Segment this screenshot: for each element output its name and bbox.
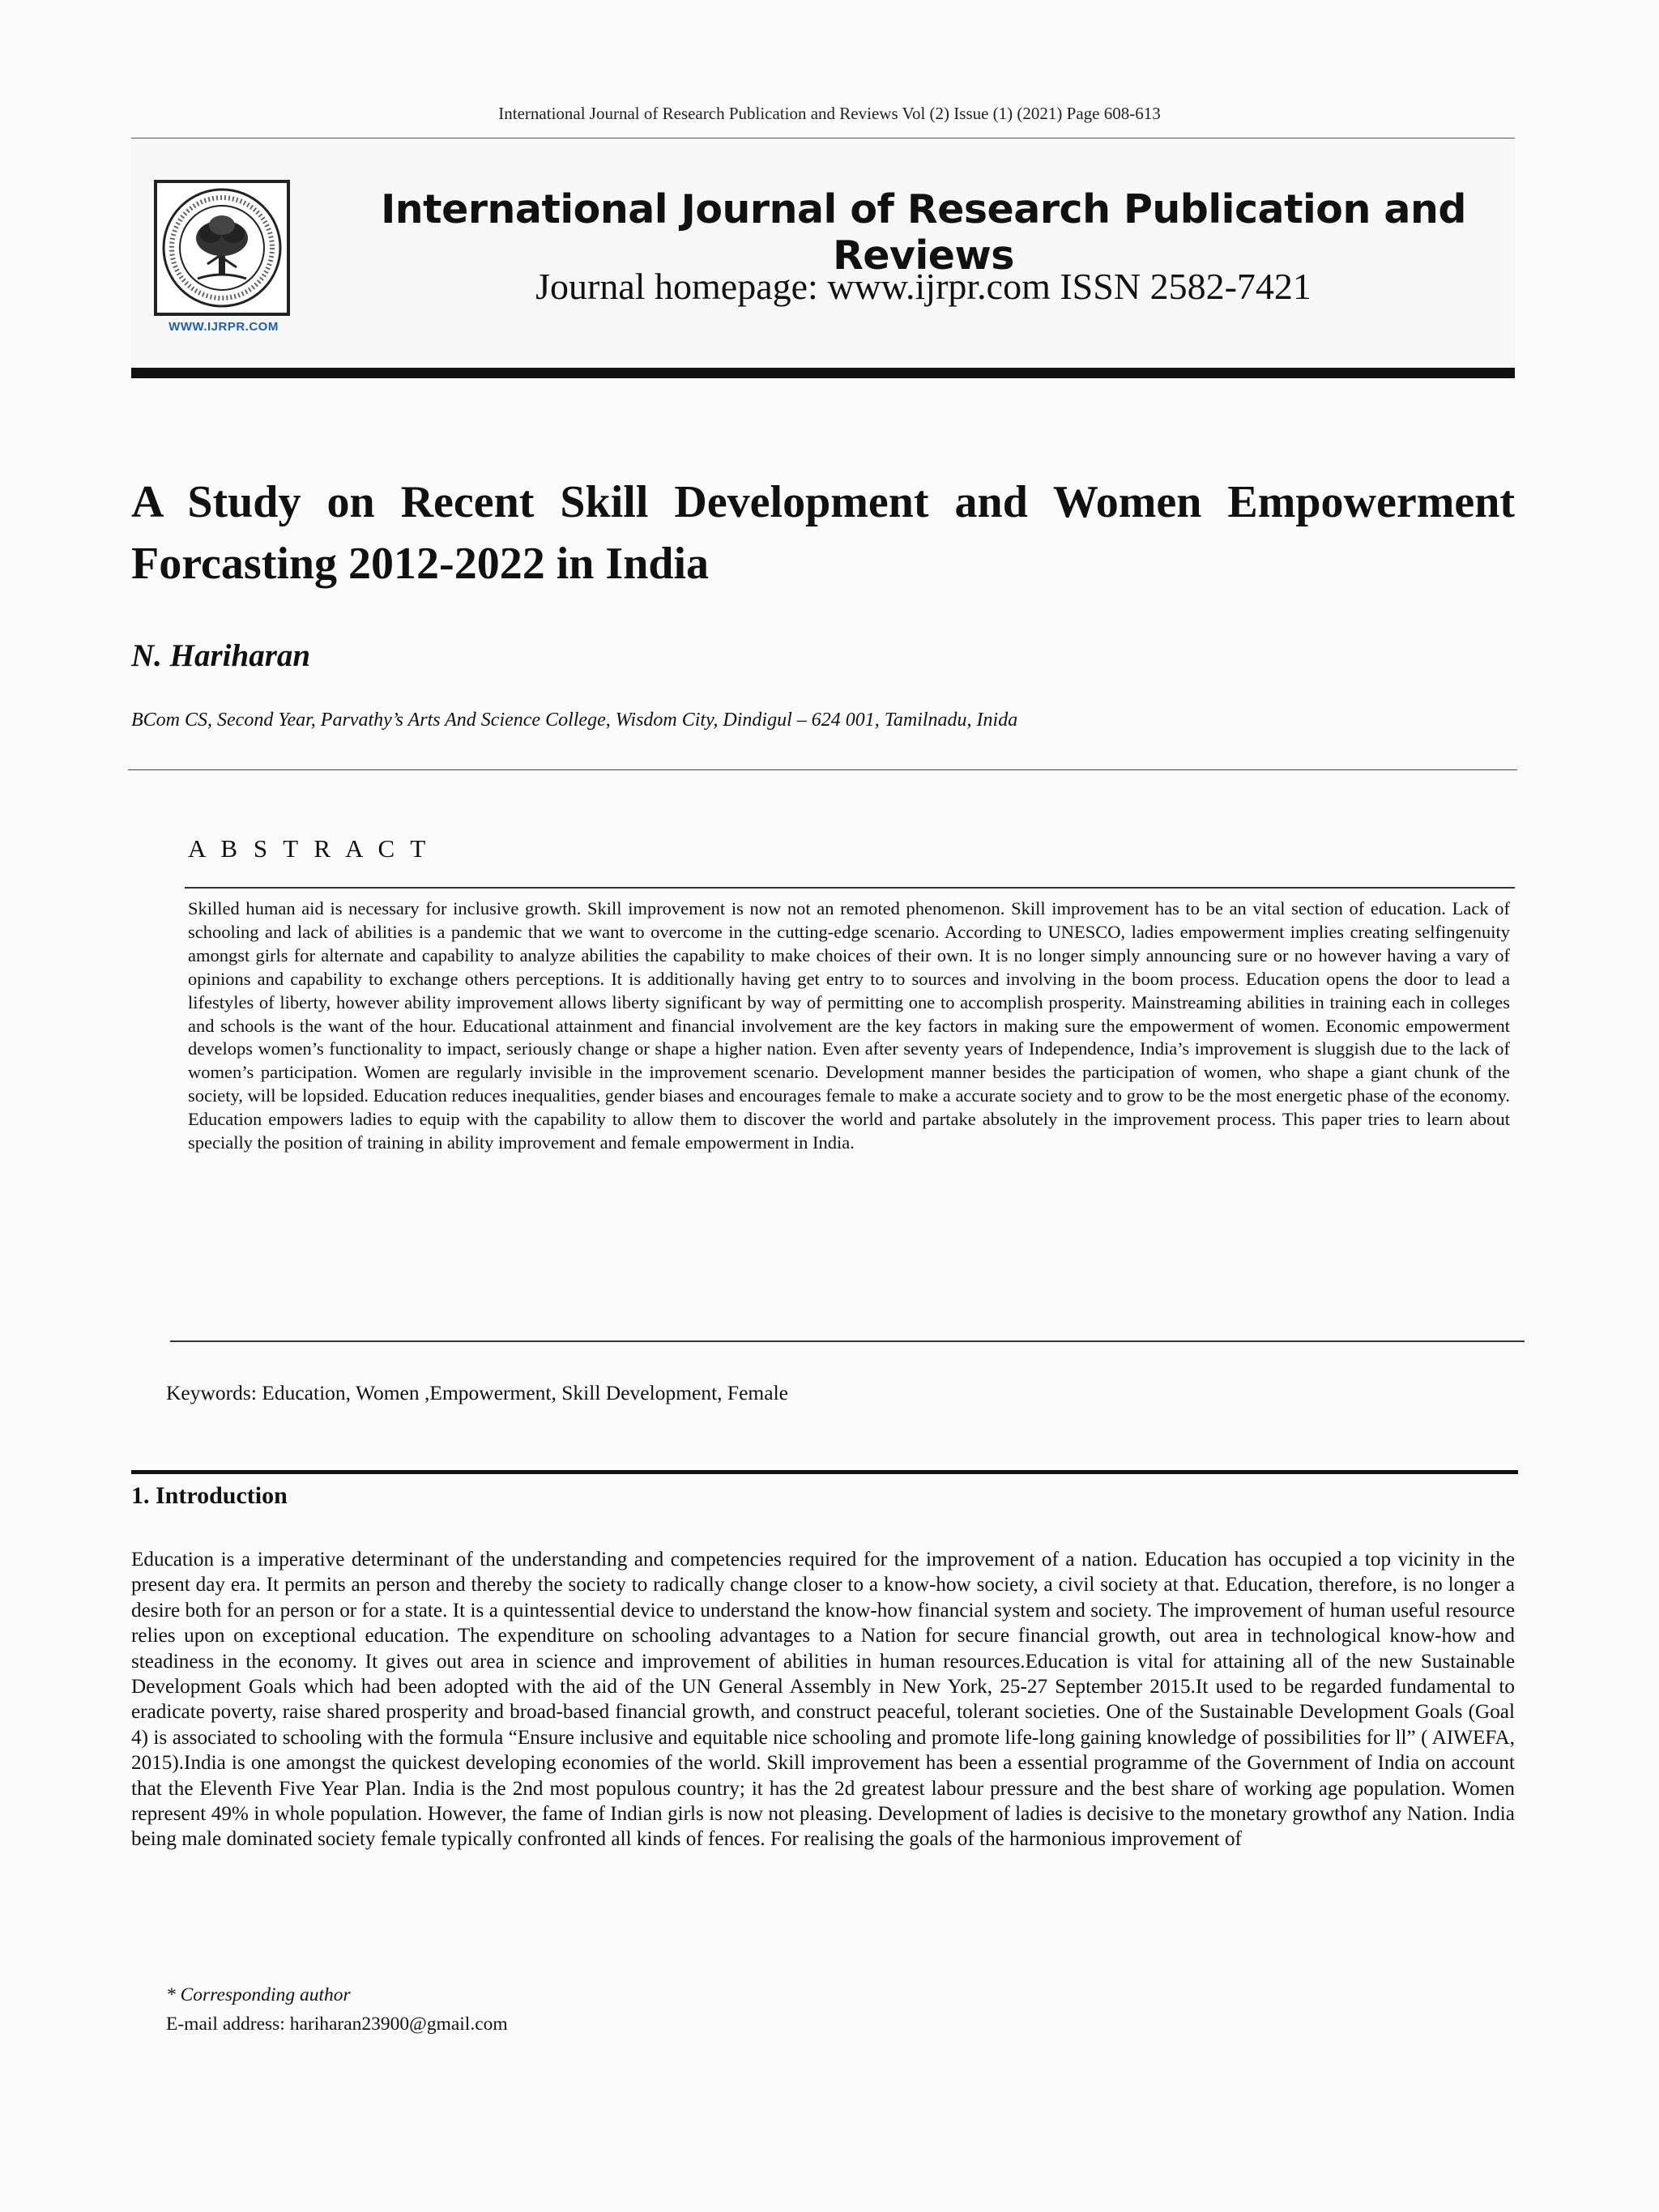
abstract-bottom-rule xyxy=(170,1340,1525,1342)
abstract-body: Skilled human aid is necessary for inclusive growth. Skill improvement is now not an remoted phenomenon. Skill improvement has to be an vital section of education. Lack of schooling and lack of abilities is a pandemic that we want to overcome in the cutting-edge scenario. According to UNESCO, ladies empowerment implies creating selfingenuity amongst girls for alternate and capability to analyze abilities the capability to make choices of their own. It is no longer simply announcing sure or no however having a vary of opinions and capability to exchange others perceptions. It is additionally having get entry to to sources and involving in the boom process. Education opens the door to lead a lifestyles of liberty, however ability improvement allows liberty significant by way of permitting one to accomplish prosperity. Mainstreaming abilities in training each in colleges and schools is the want of the hour. Educational attainment and financial involvement are the key factors in making sure the empowerment of women. Economic empowerment develops women’s functionality to impact, seriously change or shape a higher nation. Even after seventy years of Independence, India’s improvement is sluggish due to the lack of women’s participation. Women are regularly invisible in the improvement scenario. Development manner besides the participation of women, who shape a giant chunk of the society, will be lopsided. Education reduces inequalities, gender biases and encourages female to make a accurate society and to grow to be the most energetic phase of the economy. Education empowers ladies to equip with the capability to allow them to discover the world and partake absolutely in the improvement process. This paper tries to learn about specially the position of training in ability improvement and female empowerment in India. xyxy=(188,898,1510,1153)
section-heading-introduction: 1. Introduction xyxy=(131,1482,288,1509)
header-divider xyxy=(131,138,1515,139)
title-divider xyxy=(128,769,1517,770)
tree-seal-icon xyxy=(157,183,287,313)
logo-url-label: WWW.IJRPR.COM xyxy=(168,320,279,334)
corresponding-author-note: * Corresponding author xyxy=(166,1984,351,2005)
section-divider xyxy=(131,1470,1518,1474)
running-head: International Journal of Research Publication and Reviews Vol (2) Issue (1) (2021) Page 608-613 xyxy=(498,104,1161,123)
author-name: N. Hariharan xyxy=(131,638,311,673)
journal-logo xyxy=(154,180,290,316)
corresponding-author-email: E-mail address: hariharan23900@gmail.com xyxy=(166,2014,508,2035)
author-affiliation: BCom CS, Second Year, Parvathy’s Arts And Science College, Wisdom City, Dindigul – 624 001, Tamilnadu, Inida xyxy=(131,710,1018,731)
masthead-divider xyxy=(131,368,1515,378)
abstract-heading: A B S T R A C T xyxy=(188,834,431,863)
keywords-line: Keywords: Education, Women ,Empowerment, Skill Development, Female xyxy=(166,1381,788,1404)
journal-homepage-line: Journal homepage: www.ijrpr.com ISSN 2582-7421 xyxy=(535,266,1311,307)
abstract-top-rule xyxy=(185,887,1515,889)
paper-title: A Study on Recent Skill Development and Women Empowerment Forcasting 2012-2022 in India xyxy=(131,477,1515,589)
journal-name: International Journal of Research Publication and Reviews xyxy=(381,186,1466,279)
introduction-body: Education is a imperative determinant of the understanding and competencies required for the improvement of a nation. Education has occupied a top vicinity in the present day era. It permits an person and thereby the society to radically change closer to a know-how society, a civil society at that. Education, therefore, is no longer a desire both for an person or for a state. It is a quintessential device to understand the know-how financial system and society. The improvement of human useful resource relies upon on exceptional education. The expenditure on schooling advantages to a Nation for secure financial growth, out area in technological know-how and steadiness in the economy. It gives out area in science and improvement of abilities in human resources.Education is vital for attaining all of the new Sustainable Development Goals which had been adopted with the aid of the UN General Assembly in New York, 25-27 September 2015.It used to be regarded fundamental to eradicate poverty, raise shared prosperity and broad-based financial growth, and construct peaceful, tolerant societies. One of the Sustainable Development Goals (Goal 4) is associated to schooling with the formula “Ensure inclusive and equitable nice schooling and promote life-long gaining knowledge of possibilities for ll” ( AIWEFA, 2015).India is one amongst the quickest developing economies of the world. Skill improvement has been a essential programme of the Government of India on account that the Eleventh Five Year Plan. India is the 2nd most populous country; it has the 2d greatest labour pressure and the best share of working age population. Women represent 49% in whole population. However, the fame of Indian girls is now not pleasing. Development of ladies is decisive to the monetary growthof any Nation. India being male dominated society female typically confronted all kinds of fences. For realising the goals of the harmonious improvement of xyxy=(131,1549,1515,1851)
